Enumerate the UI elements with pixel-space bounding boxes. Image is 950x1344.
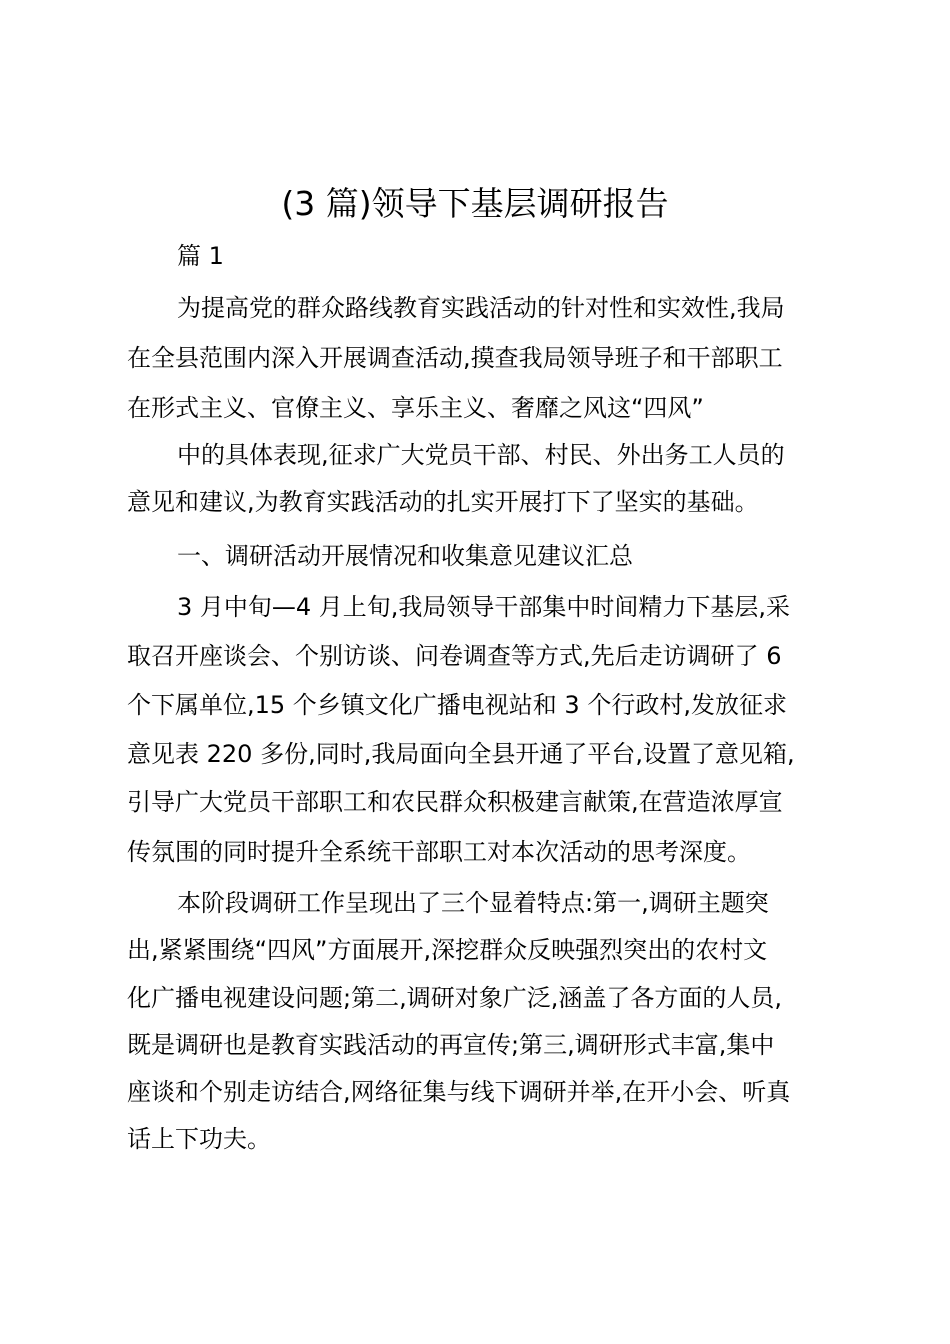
- text-line: 个下属单位,15 个乡镇文化广播电视站和 3 个行政村,发放征求: [127, 691, 787, 719]
- text-line: 3 月中旬—4 月上旬,我局领导干部集中时间精力下基层,采: [177, 593, 791, 621]
- text-line: 话上下功夫。: [127, 1125, 271, 1153]
- text-line: 意见表 220 多份,同时,我局面向全县开通了平台,设置了意见箱,: [127, 740, 795, 768]
- page-title: (3 篇)领导下基层调研报告: [281, 184, 669, 223]
- text-line: 传氛围的同时提升全系统干部职工对本次活动的思考深度。: [127, 838, 751, 866]
- text-line: 出,紧紧围绕“四风”方面展开,深挖群众反映强烈突出的农村文: [127, 936, 768, 964]
- section-label: 篇 1: [177, 242, 224, 270]
- text-line: 化广播电视建设问题;第二,调研对象广泛,涵盖了各方面的人员,: [127, 984, 782, 1012]
- section-heading: 一、调研活动开展情况和收集意见建议汇总: [177, 542, 633, 570]
- text-line: 中的具体表现,征求广大党员干部、村民、外出务工人员的: [177, 441, 785, 469]
- text-line: 在形式主义、官僚主义、享乐主义、奢靡之风这“四风”: [127, 394, 704, 422]
- text-line: 引导广大党员干部职工和农民群众积极建言献策,在营造浓厚宣: [127, 788, 783, 816]
- text-line: 在全县范围内深入开展调查活动,摸查我局领导班子和干部职工: [127, 344, 783, 372]
- text-line: 座谈和个别走访结合,网络征集与线下调研并举,在开小会、听真: [127, 1078, 791, 1106]
- text-line: 本阶段调研工作呈现出了三个显着特点:第一,调研主题突: [177, 889, 769, 917]
- text-line: 取召开座谈会、个别访谈、问卷调查等方式,先后走访调研了 6: [127, 642, 782, 670]
- text-line: 为提高党的群众路线教育实践活动的针对性和实效性,我局: [177, 294, 785, 322]
- text-line: 意见和建议,为教育实践活动的扎实开展打下了坚实的基础。: [127, 488, 759, 516]
- text-line: 既是调研也是教育实践活动的再宣传;第三,调研形式丰富,集中: [127, 1031, 775, 1059]
